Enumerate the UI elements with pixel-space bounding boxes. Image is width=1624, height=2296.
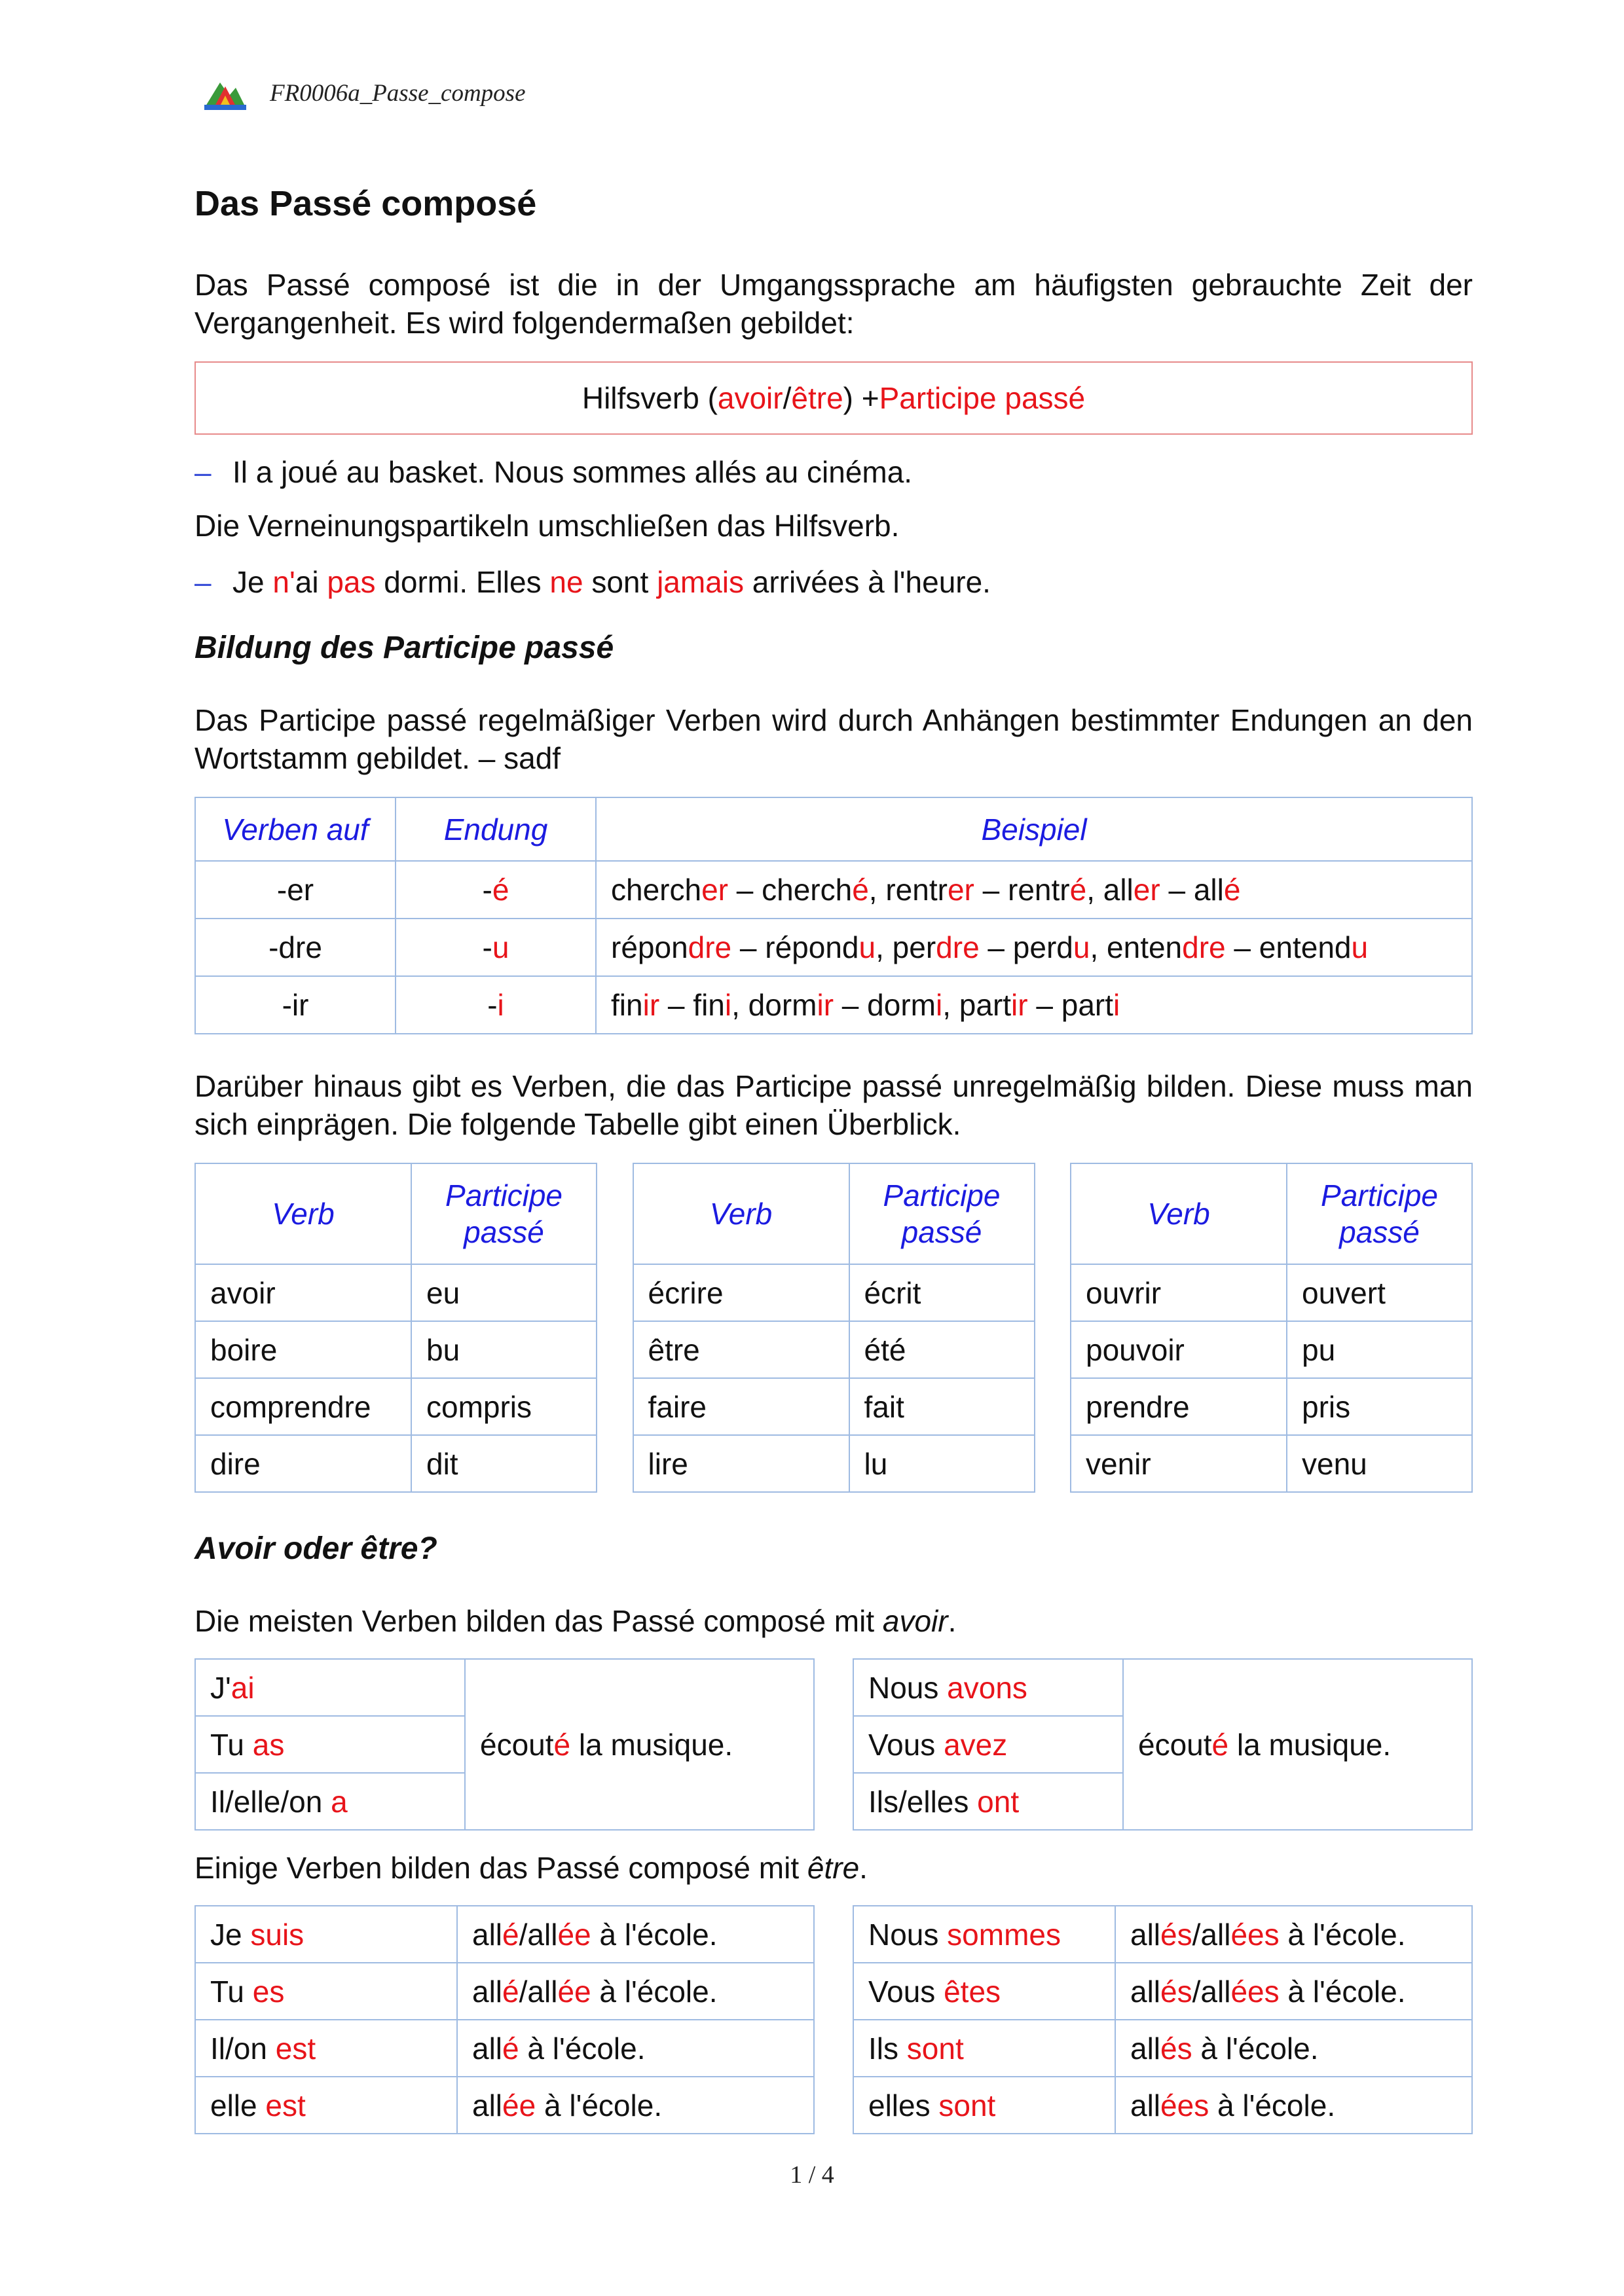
section-heading-participe: Bildung des Participe passé: [194, 630, 614, 665]
example-sentence: – Il a joué au basket. Nous sommes allés au cinéma.: [194, 453, 1473, 491]
column-header: Verb: [633, 1163, 849, 1264]
table-row: Ils sont allés à l'école.: [853, 2020, 1472, 2077]
table-row: Nous avons écouté la musique.: [853, 1659, 1472, 1716]
table-row: -ir -i finir – fini, dormir – dormi, partir – parti: [195, 976, 1472, 1034]
table-row: -dre -u répondre – répondu, perdre – perdu, entendre – entendu: [195, 919, 1472, 976]
negation-example: – Je n'ai pas dormi. Elles ne sont jamais arrivées à l'heure.: [194, 563, 1473, 601]
intro-paragraph: Das Passé composé ist die in der Umgangssprache am häufigsten gebrauchte Zeit der Vergangenheit. Es wird folgendermaßen gebildet:: [194, 268, 1473, 340]
avoir-paragraph: Die meisten Verben bilden das Passé composé mit avoir.: [194, 1604, 957, 1638]
table-row: J'ai écouté la musique.: [195, 1659, 814, 1716]
table-row: avoir eu: [195, 1264, 597, 1321]
irregular-verbs-table: [633, 1163, 1035, 1493]
column-header: Participe passé: [1287, 1163, 1472, 1264]
page-content: [194, 183, 1473, 2153]
column-header: Verben auf: [195, 797, 396, 861]
column-header: Verb: [1071, 1163, 1287, 1264]
table-row: elles sont allées à l'école.: [853, 2077, 1472, 2134]
column-header: Participe passé: [849, 1163, 1035, 1264]
table-row: Vous avez: [853, 1716, 1472, 1773]
irregular-verbs-table: [194, 1163, 597, 1493]
regular-verbs-table: [194, 797, 1473, 1034]
table-row: faire fait: [633, 1378, 1035, 1435]
table-row: -er -é chercher – cherché, rentrer – rentré, aller – allé: [195, 861, 1472, 919]
table-header-row: [633, 1163, 1035, 1264]
table-header-row: [195, 1163, 597, 1264]
formula-box: Hilfsverb ( avoir / être ) + Participe passé: [194, 361, 1473, 435]
table-header-row: [1071, 1163, 1472, 1264]
page-number: 1 / 4: [790, 2161, 834, 2189]
table-row: Je suis allé/allée à l'école.: [195, 1906, 814, 1963]
table-row: venir venu: [1071, 1435, 1472, 1492]
table-row: Ils/elles ont: [853, 1773, 1472, 1830]
table-row: Tu es allé/allée à l'école.: [195, 1963, 814, 2020]
table-row: ouvrir ouvert: [1071, 1264, 1472, 1321]
document-id: FR0006a_Passe_compose: [270, 79, 526, 107]
table-row: pouvoir pu: [1071, 1321, 1472, 1378]
table-row: être été: [633, 1321, 1035, 1378]
table-row: Il/elle/on a: [195, 1773, 814, 1830]
table-row: écrire écrit: [633, 1264, 1035, 1321]
page-title: Das Passé composé: [194, 184, 537, 223]
table-row: comprendre compris: [195, 1378, 597, 1435]
irregular-verbs-tables: [194, 1163, 1473, 1493]
irregular-verbs-paragraph: Darüber hinaus gibt es Verben, die das Participe passé unregelmäßig bilden. Diese muss man sich einprägen. Die folgende Tabelle gibt einen Überblick.: [194, 1069, 1473, 1141]
table-row: dire dit: [195, 1435, 597, 1492]
regular-verbs-paragraph: Das Participe passé regelmäßiger Verben wird durch Anhängen bestimmter Endungen an den Wortstamm gebildet. – sadf: [194, 703, 1473, 775]
mountain-logo-icon: [203, 76, 248, 110]
etre-singular-table: [194, 1905, 815, 2134]
table-row: Nous sommes allés/allées à l'école.: [853, 1906, 1472, 1963]
table-row: Tu as: [195, 1716, 814, 1773]
irregular-verbs-table: [1070, 1163, 1473, 1493]
column-header: Endung: [396, 797, 596, 861]
table-row: lire lu: [633, 1435, 1035, 1492]
column-header: Verb: [195, 1163, 411, 1264]
table-row: Il/on est allé à l'école.: [195, 2020, 814, 2077]
negation-paragraph: Die Verneinungspartikeln umschließen das Hilfsverb.: [194, 509, 900, 543]
table-row: prendre pris: [1071, 1378, 1472, 1435]
etre-conjugation: [194, 1905, 1473, 2134]
column-header: Beispiel: [596, 797, 1472, 861]
etre-paragraph: Einige Verben bilden das Passé composé mit être.: [194, 1851, 868, 1885]
example-dash: –: [194, 565, 212, 599]
avoir-singular-table: [194, 1658, 815, 1831]
section-heading-avoir-etre: Avoir oder être?: [194, 1531, 437, 1566]
avoir-plural-table: [853, 1658, 1473, 1831]
etre-plural-table: [853, 1905, 1473, 2134]
table-row: elle est allée à l'école.: [195, 2077, 814, 2134]
page-header: [203, 73, 526, 113]
table-header-row: [195, 797, 1472, 861]
avoir-conjugation: [194, 1658, 1473, 1831]
table-row: Vous êtes allés/allées à l'école.: [853, 1963, 1472, 2020]
table-row: boire bu: [195, 1321, 597, 1378]
example-dash: –: [194, 455, 212, 489]
column-header: Participe passé: [411, 1163, 597, 1264]
